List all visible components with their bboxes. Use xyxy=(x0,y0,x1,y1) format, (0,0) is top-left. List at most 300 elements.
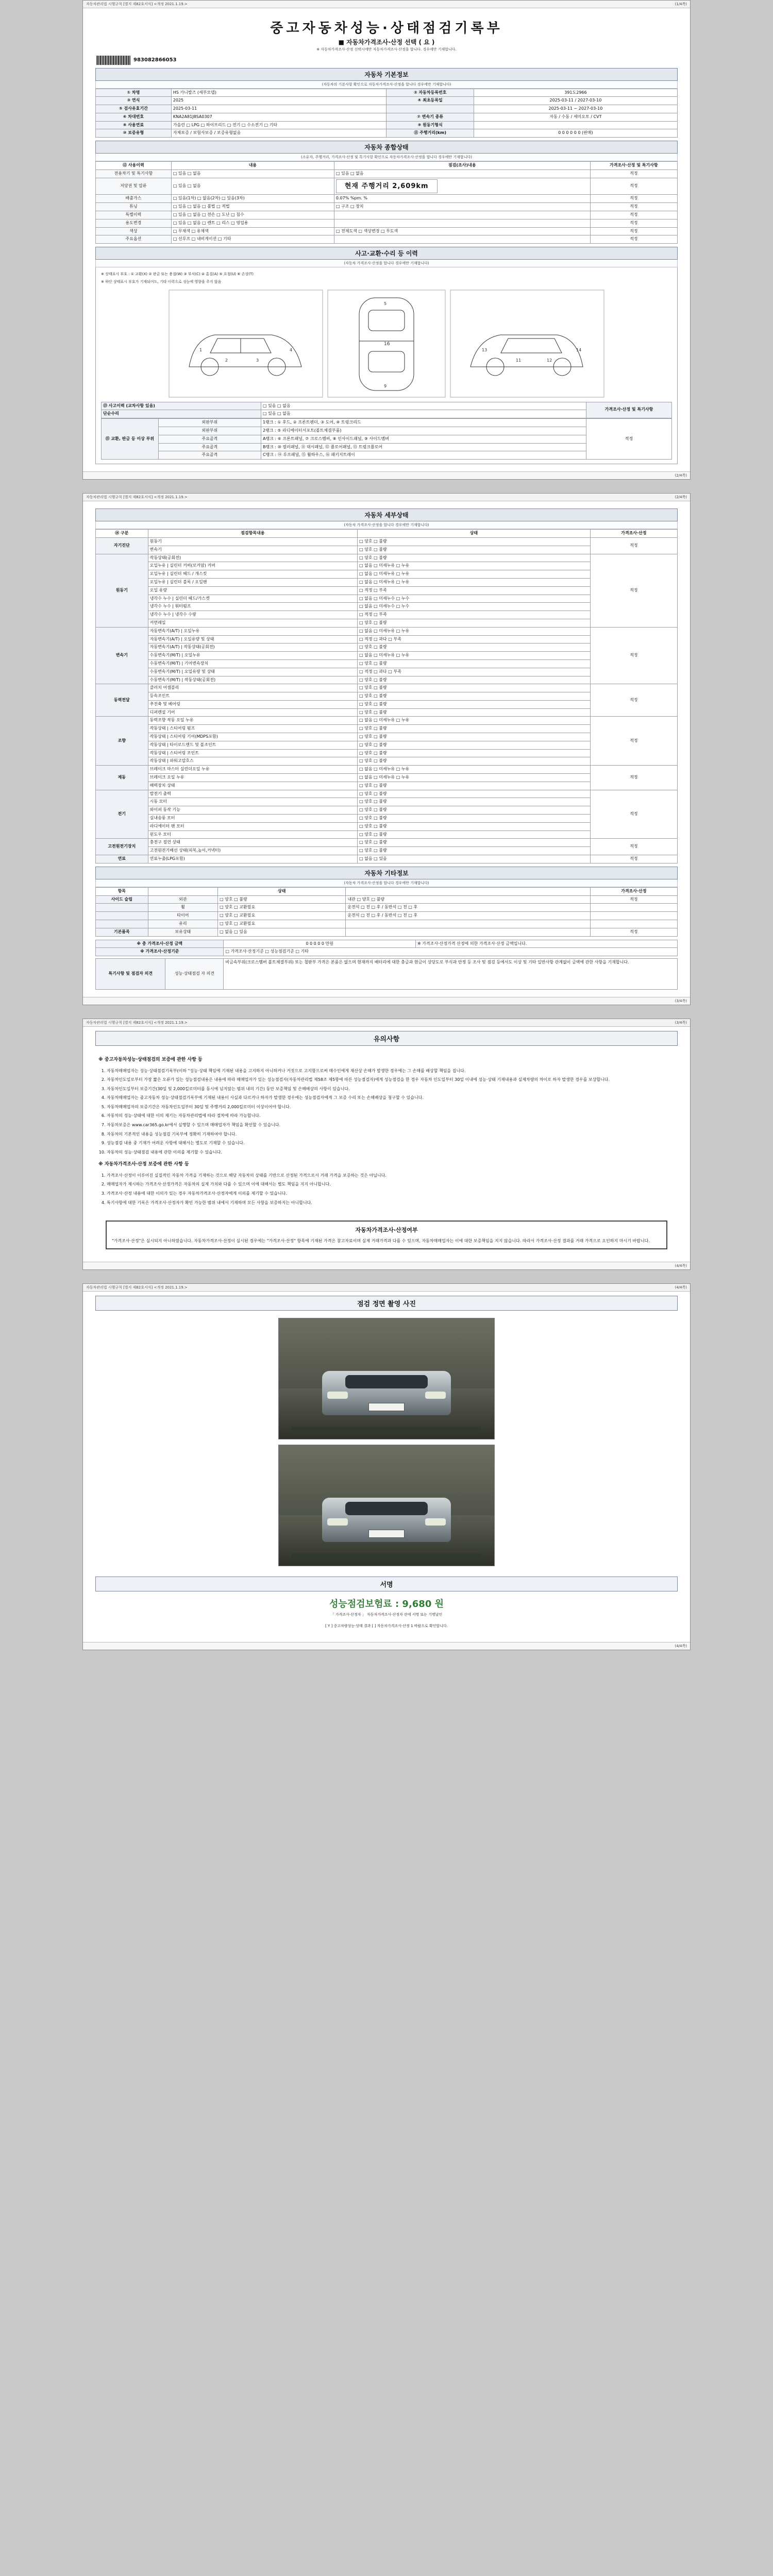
table-row xyxy=(96,235,678,244)
detail-col-1: 점검항목내용 xyxy=(148,530,357,538)
detail-note-4: 적정 xyxy=(590,717,677,766)
overall-item-6: 색상 xyxy=(96,227,172,235)
detail-state-5-2[interactable]: □ 양호 □ 불량 xyxy=(358,782,591,790)
car-diagram-wrap xyxy=(101,287,672,402)
page-number-top-4: (4/4쪽) xyxy=(675,1285,687,1290)
overall-note-3: 적정 xyxy=(590,203,677,211)
table-row xyxy=(96,948,678,956)
price-total-table xyxy=(95,940,678,957)
detail-state-1-1[interactable]: □ 없음 □ 미세누유 □ 누유 xyxy=(358,562,591,570)
detail-item-5-2: 배력장치 상태 xyxy=(148,782,357,790)
detail-item-6-1: 시동 모터 xyxy=(148,798,357,806)
detail-item-3-3: 디퍼렌셜 기어 xyxy=(148,708,357,717)
basic-value-4: 가솔린 □ LPG □ 하이브리드 □ 전기 □ 수소전기 □ 기타 xyxy=(171,121,386,129)
detail-state-4-0[interactable]: □ 없음 □ 미세누유 □ 누유 xyxy=(358,717,591,725)
table-row xyxy=(96,855,678,863)
inspection-photo-front[interactable] xyxy=(278,1318,495,1439)
table-row xyxy=(96,219,678,227)
detail-item-2-3: 수동변속기(M/T) | 오일누유 xyxy=(148,652,357,660)
diagram-legend-1: ※ 상태표시 부호 : ① 교환(X) ② 판금 또는 용접(W) ③ 부식(C) ④ 흠집(A) ⑤ 요철(U) ⑥ 손상(T) xyxy=(101,272,254,277)
table-row xyxy=(96,940,678,948)
frame-main-item-1[interactable]: B랭크 : ⑩ 필러패널, ⑪ 대시패널, ⑫ 플로어패널, ⑬ 트렁크플로어 xyxy=(261,443,586,451)
overall-state-6[interactable]: □ 무채색 □ 유채색 xyxy=(171,227,334,235)
detail-col-0: ⑭ 구분 xyxy=(96,530,148,538)
detail-item-1-4: 오일 유량 xyxy=(148,586,357,595)
table-row xyxy=(96,170,678,178)
overall-check-0[interactable]: □ 있음 □ 없음 xyxy=(334,170,590,178)
overall-item-4: 특별이력 xyxy=(96,211,172,219)
overall-item-7: 주요옵션 xyxy=(96,235,172,244)
frame-outer-label: 외판부위 xyxy=(158,419,261,427)
etc-item-3: 유리 xyxy=(148,920,217,928)
page-footer-3 xyxy=(83,1262,690,1269)
basic-value-0: HS 카니발즈 (세부모델) xyxy=(171,89,386,97)
svg-text:3: 3 xyxy=(256,358,259,363)
table-row xyxy=(96,178,678,195)
photo-taillamp-left xyxy=(327,1518,348,1526)
etc-item-2: 타이어 xyxy=(148,912,217,920)
detail-state-2-0[interactable]: □ 없음 □ 미세누유 □ 누유 xyxy=(358,627,591,635)
detail-item-8-0: 연료누출(LPG포함) xyxy=(148,855,357,863)
detail-item-1-6: 냉각수 누수 | 워터펌프 xyxy=(148,603,357,611)
detail-item-1-3: 오일누유 | 실린더 블록 / 오일팬 xyxy=(148,578,357,586)
signature-footer-2: [ Y ] 중고차량성능·상태 결과 [ ] 자동차가격조사·산정 1 바랍으로 확인합니다. xyxy=(325,1624,448,1629)
svg-text:11: 11 xyxy=(516,358,522,363)
detail-state-6-4[interactable]: □ 양호 □ 불량 xyxy=(358,822,591,831)
table-row xyxy=(96,920,678,928)
detail-state-1-2[interactable]: □ 없음 □ 미세누유 □ 누유 xyxy=(358,570,591,579)
notice-title: 유의사항 xyxy=(95,1031,678,1046)
page-title-note: ※ 자동차가격조사·산정 선택시에만 자동차가격조사·산정을 합니다. 경우에만 기재합니다. xyxy=(316,47,457,52)
svg-text:13: 13 xyxy=(482,347,488,352)
detail-note-2: 적정 xyxy=(590,627,677,684)
overall-state-table xyxy=(95,161,678,244)
photo-license-plate xyxy=(368,1403,405,1411)
table-row xyxy=(96,89,678,97)
photo-lift xyxy=(292,1427,481,1432)
detail-state-2-5[interactable]: □ 적정 □ 과다 □ 부족 xyxy=(358,668,591,676)
accident-result-value-1[interactable]: □ 있음 □ 없음 xyxy=(261,410,586,418)
table-row xyxy=(96,227,678,235)
etc-group-0: 사이드 슬립 xyxy=(96,895,148,904)
notice-item-1-7: 8. 자동차의 기본적인 내용을 성능점검 기록부에 정확히 기재하여야 합니다. xyxy=(107,1131,675,1138)
detail-state-1-3[interactable]: □ 없음 □ 미세누유 □ 누유 xyxy=(358,578,591,586)
table-row xyxy=(96,928,678,936)
detail-state-3-0[interactable]: □ 양호 □ 불량 xyxy=(358,684,591,692)
detail-state-2-2[interactable]: □ 양호 □ 불량 xyxy=(358,643,591,652)
barcode-icon xyxy=(96,56,130,65)
memo-label: 특기사항 및 점검자 의견 xyxy=(96,959,165,990)
table-row xyxy=(96,113,678,121)
overall-check-3[interactable]: □ 구조 □ 장치 xyxy=(334,203,590,211)
basic-label-1: ③ 연식 xyxy=(96,97,172,105)
page-number-top-3: (3/4쪽) xyxy=(675,1021,687,1025)
frame-main-label-0: 주요골격 xyxy=(158,435,261,443)
detail-state-1-4[interactable]: □ 적정 □ 부족 xyxy=(358,586,591,595)
table-row xyxy=(96,790,678,798)
table-row xyxy=(102,402,672,410)
etc-col-2: 상태 xyxy=(218,887,346,895)
detail-state-8-0[interactable]: □ 없음 □ 있음 xyxy=(358,855,591,863)
detail-state-4-5[interactable]: □ 양호 □ 불량 xyxy=(358,757,591,766)
table-row xyxy=(96,211,678,219)
detail-state-0-1[interactable]: □ 양호 □ 불량 xyxy=(358,546,591,554)
detail-state-6-1[interactable]: □ 양호 □ 불량 xyxy=(358,798,591,806)
detail-item-7-0: 충전구 절연 상태 xyxy=(148,839,357,847)
notice-sub-2: ※ 자동차가격조사·산정 보증에 관한 사항 등 xyxy=(98,1162,189,1167)
etc-note-2 xyxy=(590,912,677,920)
section-overall-note: (소유자, 주행거리, 가격조사·산정 및 특기사항 확인으로 자동차가격조사·산정을 합니다 경우에만 기재합니다) xyxy=(95,154,678,161)
svg-text:1: 1 xyxy=(199,347,203,352)
detail-item-6-0: 발전기 출력 xyxy=(148,790,357,798)
svg-text:14: 14 xyxy=(576,347,582,352)
photo-license-plate-2 xyxy=(368,1530,405,1538)
photo-taillamp-right xyxy=(425,1518,446,1526)
car-side-left-diagram[interactable] xyxy=(169,290,323,398)
etc-note-0: 적정 xyxy=(590,895,677,904)
detail-state-6-5[interactable]: □ 양호 □ 불량 xyxy=(358,831,591,839)
overall-state-0[interactable]: □ 있음 □ 없음 xyxy=(171,170,334,178)
table-row xyxy=(96,912,678,920)
detail-state-5-0[interactable]: □ 없음 □ 미세누유 □ 누유 xyxy=(358,766,591,774)
detail-group-5: 제동 xyxy=(96,766,148,790)
page-footer-2 xyxy=(83,997,690,1005)
basic-value-0b: 391도2966 xyxy=(474,89,677,97)
section-basic-info: 자동차 기본정보 xyxy=(95,68,678,81)
overall-state-1[interactable]: □ 있음 □ 없음 xyxy=(171,178,334,195)
photo-headlamp-right xyxy=(425,1392,446,1399)
basic-label-4: ⑧ 사용연료 xyxy=(96,121,172,129)
section-basic-note: (자동차의 기본사항 확인으로 자동차가격조사·산정을 합니다 경우에만 기재합니다) xyxy=(95,81,678,89)
detail-item-2-0: 자동변속기(A/T) | 오일누유 xyxy=(148,627,357,635)
svg-text:9: 9 xyxy=(384,383,387,388)
notice-item-2-2: 3. 가격조사·산정 내용에 대한 이의가 있는 경우 자동차가격조사·산정자에게 이의를 제기할 수 있습니다. xyxy=(107,1190,675,1197)
detail-col-2: 상태 xyxy=(358,530,591,538)
detail-state-4-1[interactable]: □ 양호 □ 불량 xyxy=(358,725,591,733)
price-checks[interactable]: □ 가격조사·산정기준 □ 성능점검기준 □ 기타 xyxy=(224,948,678,956)
table-row xyxy=(96,904,678,912)
etc-state-2[interactable]: □ 양호 □ 교환필요 xyxy=(218,912,346,920)
overall-note-1: 적정 xyxy=(590,178,677,195)
basic-value-5: 자체보증 / 보험사보증 / 보증유형없음 xyxy=(171,129,386,138)
detail-state-4-4[interactable]: □ 양호 □ 불량 xyxy=(358,749,591,757)
detail-state-6-0[interactable]: □ 양호 □ 불량 xyxy=(358,790,591,798)
page-header-4 xyxy=(83,1284,690,1292)
etc-item-4: 보유상태 xyxy=(148,928,217,936)
price-checks-label: ※ 가격조사·산정기준 xyxy=(96,948,224,956)
overall-state-5[interactable]: □ 있음 □ 없음 □ 렌트 □ 리스 □ 영업용 xyxy=(171,219,334,227)
etc-col-0: 항목 xyxy=(96,887,148,895)
detail-state-3-1[interactable]: □ 양호 □ 불량 xyxy=(358,692,591,701)
etc-extra-4[interactable] xyxy=(346,928,590,936)
detail-state-1-6[interactable]: □ 없음 □ 미세누수 □ 누수 xyxy=(358,603,591,611)
section-etc-note: (자동차 가격조사·산정을 합니다 경우에만 기재합니다) xyxy=(95,879,678,887)
detail-item-4-1: 작동상태 | 스티어링 펌프 xyxy=(148,725,357,733)
table-row xyxy=(96,97,678,105)
detail-group-4: 조향 xyxy=(96,717,148,766)
basic-label-5b: ⑪ 주행거리(km) xyxy=(386,129,474,138)
basic-value-5b: 0 0 0 0 0 0 (판매) xyxy=(474,129,677,138)
form-legal-ref: 자동차관리법 시행규칙 [별지 제82호서식] <개정 2021.1.19.> xyxy=(86,2,188,6)
overall-check-6[interactable]: □ 전체도색 □ 색상변경 □ 무도색 xyxy=(334,227,590,235)
etc-extra-1[interactable]: 운전석 □ 전 □ 후 / 동반석 □ 전 □ 후 xyxy=(346,904,590,912)
detail-item-4-5: 작동상태 | 파워고압호스 xyxy=(148,757,357,766)
table-row xyxy=(96,959,678,990)
detail-state-6-3[interactable]: □ 양호 □ 불량 xyxy=(358,815,591,823)
page-header-3 xyxy=(83,1019,690,1027)
basic-value-2: 2025-03-11 xyxy=(171,105,386,113)
photo-section-title: 점검 정면 촬영 사진 xyxy=(95,1296,678,1311)
overall-item-0: 전용차기 및 특기사항 xyxy=(96,170,172,178)
etc-state-0[interactable]: □ 양호 □ 불량 xyxy=(218,895,346,904)
etc-extra-0[interactable]: 내관 □ 양호 □ 불량 xyxy=(346,895,590,904)
overall-state-3[interactable]: □ 있음 □ 없음 □ 불법 □ 적법 xyxy=(171,203,334,211)
document-page-2 xyxy=(82,493,691,1005)
notice-list-1 xyxy=(107,1067,675,1156)
detail-item-3-1: 등속조인트 xyxy=(148,692,357,701)
detail-state-table xyxy=(95,529,678,863)
page-subtitle: ■ 자동차가격조사·산정 선택 ( 요 ) xyxy=(338,39,435,46)
overall-item-2: 배출가스 xyxy=(96,195,172,203)
table-row xyxy=(96,766,678,774)
notice-body xyxy=(95,1046,678,1215)
notice-item-1-2: 3. 자동차인도일부터 보증기간(30일 및 2,000킬로미터를 동시에 넘지않는 범위 내의 기간) 동안 보증책임 및 손해배상의 사항이 있습니다. xyxy=(107,1086,675,1093)
detail-item-3-2: 추진축 및 베어링 xyxy=(148,700,357,708)
detail-state-5-1[interactable]: □ 없음 □ 미세누유 □ 누유 xyxy=(358,774,591,782)
notice-item-2-1: 2. 매매업자가 제시하는 가격조사·산정가격은 자동차의 실제 가치와 다를 수 있으며 이에 대해서는 별도 책임을 지지 아니합니다. xyxy=(107,1181,675,1188)
photo-headlamp-left xyxy=(327,1392,348,1399)
table-row xyxy=(96,895,678,904)
form-legal-ref-3: 자동차관리법 시행규칙 [별지 제82호서식] <개정 2021.1.19.> xyxy=(86,1021,188,1025)
overall-note-0: 적정 xyxy=(590,170,677,178)
inspection-photo-rear[interactable] xyxy=(278,1445,495,1566)
page-title: 중고자동차성능·상태점검기록부 xyxy=(270,21,503,36)
detail-state-4-2[interactable]: □ 양호 □ 불량 xyxy=(358,733,591,741)
detail-state-2-3[interactable]: □ 없음 □ 미세누유 □ 누유 xyxy=(358,652,591,660)
notice-item-2-3: 4. 특기사항에 대한 기록은 가격조사·산정자가 확인 가능한 범위 내에서 기재하며 모든 사항을 보증하지는 아니합니다. xyxy=(107,1199,675,1207)
page-footer-1 xyxy=(83,471,690,479)
detail-note-7: 적정 xyxy=(590,839,677,855)
table-row xyxy=(96,129,678,138)
etc-col-3 xyxy=(346,887,590,895)
overall-item-3: 튜닝 xyxy=(96,203,172,211)
frame-main-item-2[interactable]: C랭크 : ⑭ 루프패널, ⑮ 휠하우스, ⑯ 패키지트레이 xyxy=(261,451,586,460)
basic-label-3: ⑥ 차대번호 xyxy=(96,113,172,121)
document-page-1 xyxy=(82,0,691,480)
detail-group-1: 원동기 xyxy=(96,554,148,627)
detail-state-7-0[interactable]: □ 양호 □ 불량 xyxy=(358,839,591,847)
svg-text:4: 4 xyxy=(290,347,293,352)
svg-text:16: 16 xyxy=(384,341,390,347)
form-legal-ref-2: 자동차관리법 시행규칙 [별지 제82호서식] <개정 2021.1.19.> xyxy=(86,495,188,500)
detail-item-4-2: 작동상태 | 스티어링 기어(MDPS포함) xyxy=(148,733,357,741)
basic-value-4b xyxy=(474,121,677,129)
document-page-3 xyxy=(82,1019,691,1270)
table-row xyxy=(96,839,678,847)
overall-state-4[interactable]: □ 있음 □ 없음 □ 전손 □ 도난 □ 침수 xyxy=(171,211,334,219)
section-detail-note: (자동차 가격조사·산정을 합니다 경우에만 기재합니다) xyxy=(95,521,678,529)
table-row xyxy=(96,195,678,203)
frame-outer-item-1[interactable]: 2랭크 : ⑤ 라디에이터서포트(볼트체결부품) xyxy=(261,427,586,435)
detail-state-1-7[interactable]: □ 적정 □ 부족 xyxy=(358,611,591,619)
detail-note-5: 적정 xyxy=(590,766,677,790)
inspection-fee: 성능점검보험료 : 9,680 원 xyxy=(329,1599,444,1610)
detail-state-1-0[interactable]: □ 양호 □ 불량 xyxy=(358,554,591,562)
price-warning-title: 자동차가격조사·산정여부 xyxy=(355,1227,418,1234)
memo-sublabel: 성능·상태점검 자 의견 xyxy=(165,959,224,990)
overall-item-1: 저당권 및 압류 xyxy=(96,178,172,195)
detail-item-6-3: 실내송풍 모터 xyxy=(148,815,357,823)
notice-item-1-0: 1. 자동차매매업자는 성능·상태점검기록부(이하 "성능·상태 책임에 기재된 내용을 고지하지 아니하거나 거짓으로 고지함으로써 매수인에게 재산상 손해가 발생한 경우에는 그 손해를 배상할 책임을 집니다. xyxy=(107,1067,675,1075)
detail-state-3-3[interactable]: □ 양호 □ 불량 xyxy=(358,708,591,717)
basic-value-1: 2025 xyxy=(171,97,386,105)
damage-diagram xyxy=(95,267,678,464)
detail-state-6-2[interactable]: □ 양호 □ 불량 xyxy=(358,806,591,815)
table-row xyxy=(96,537,678,546)
detail-item-2-6: 수동변속기(M/T) | 작동상태(공회전) xyxy=(148,676,357,684)
form-legal-ref-4: 자동차관리법 시행규칙 [별지 제82호서식] <개정 2021.1.19.> xyxy=(86,1285,188,1290)
overall-mileage-cell xyxy=(334,178,590,195)
frame-rank-table xyxy=(101,418,672,460)
photo-car-body-2 xyxy=(322,1498,451,1542)
price-note: ※ 가격조사·산정가격 산정에 의한 가격조사·산정 금액입니다. xyxy=(415,940,677,948)
etc-item-1: 휠 xyxy=(148,904,217,912)
accident-result-value-0[interactable]: □ 있음 □ 없음 xyxy=(261,402,586,410)
table-row xyxy=(96,717,678,725)
page-number-bottom-4: (4/4쪽) xyxy=(675,1644,687,1649)
page-number-bottom-1: (2/4쪽) xyxy=(675,473,687,478)
basic-label-3b: ⑦ 변속기 종류 xyxy=(386,113,474,121)
etc-group-3 xyxy=(96,920,148,928)
etc-extra-3[interactable] xyxy=(346,920,590,928)
detail-item-4-0: 동력조향 작동 오일 누유 xyxy=(148,717,357,725)
table-row xyxy=(96,627,678,635)
frame-outer-label-2: 외판부위 xyxy=(158,427,261,435)
overall-note-6: 적정 xyxy=(590,227,677,235)
overall-note-5: 적정 xyxy=(590,219,677,227)
car-top-diagram[interactable] xyxy=(327,290,446,398)
detail-item-2-1: 자동변속기(A/T) | 오일유량 및 상태 xyxy=(148,635,357,643)
section-detail-state: 자동차 세부상태 xyxy=(95,509,678,521)
etc-group-4: 기본품목 xyxy=(96,928,148,936)
section-accident-note: (자동차 가격조사·산정을 합니다 경우에만 기재합니다) xyxy=(95,260,678,267)
etc-state-1[interactable]: □ 양호 □ 교환필요 xyxy=(218,904,346,912)
detail-state-1-8[interactable]: □ 양호 □ 불량 xyxy=(358,619,591,627)
frame-main-item-0[interactable]: A랭크 : ⑥ 프론트패널, ⑦ 크로스멤버, ⑧ 인사이드패널, ⑨ 사이드멤버 xyxy=(261,435,586,443)
etc-state-4[interactable]: □ 없음 □ 있음 xyxy=(218,928,346,936)
detail-note-1: 적정 xyxy=(590,554,677,627)
basic-label-1b: ④ 최초등록일 xyxy=(386,97,474,105)
etc-group-2 xyxy=(96,912,148,920)
detail-group-6: 전기 xyxy=(96,790,148,839)
overall-note-2: 적정 xyxy=(590,195,677,203)
barcode-row xyxy=(96,56,678,65)
frame-outer-item-0[interactable]: 1랭크 : ① 후드, ② 프론트펜더, ③ 도어, ④ 트렁크리드 xyxy=(261,419,586,427)
detail-state-2-1[interactable]: □ 적정 □ 과다 □ 부족 xyxy=(358,635,591,643)
detail-item-1-2: 오일누유 | 실린더 헤드 / 개스킷 xyxy=(148,570,357,579)
notice-list-2 xyxy=(107,1172,675,1206)
detail-item-3-0: 클러치 어셈블리 xyxy=(148,684,357,692)
detail-state-2-4[interactable]: □ 양호 □ 불량 xyxy=(358,659,591,668)
table-header-row xyxy=(96,162,678,170)
car-side-right-diagram[interactable] xyxy=(450,290,604,398)
detail-item-6-5: 윈도우 모터 xyxy=(148,831,357,839)
overall-col-2: 점검(조사)내용 xyxy=(334,162,590,170)
signature-footer-1: 「 가격조사·산정자 」 자동차가격조사·산정자 란에 서명 또는 기명날인 xyxy=(330,1613,443,1617)
detail-state-3-2[interactable]: □ 양호 □ 불량 xyxy=(358,700,591,708)
frame-group-label: ⑮ 교환, 판금 등 이상 부위 xyxy=(102,419,159,460)
barcode-number: 983082866053 xyxy=(133,57,177,63)
detail-state-0-0[interactable]: □ 양호 □ 불량 xyxy=(358,537,591,546)
section-overall-state: 자동차 종합상태 xyxy=(95,141,678,154)
detail-state-7-1[interactable]: □ 양호 □ 불량 xyxy=(358,847,591,855)
photo-grid xyxy=(95,1311,678,1573)
photo-car-body xyxy=(322,1371,451,1415)
basic-label-2b xyxy=(386,105,474,113)
detail-group-0: 자기진단 xyxy=(96,537,148,554)
price-warning-box xyxy=(106,1221,667,1249)
overall-check-4[interactable] xyxy=(334,211,590,219)
basic-value-2b: 2025-03-11 ~ 2027-03-10 xyxy=(474,105,677,113)
page-number-bottom-2: (3/4쪽) xyxy=(675,999,687,1004)
overall-check-7[interactable] xyxy=(334,235,590,244)
overall-item-5: 용도변경 xyxy=(96,219,172,227)
etc-extra-2[interactable]: 운전석 □ 전 □ 후 / 동반석 □ 전 □ 후 xyxy=(346,912,590,920)
detail-state-4-3[interactable]: □ 양호 □ 불량 xyxy=(358,741,591,749)
basic-label-0: ① 차명 xyxy=(96,89,172,97)
memo-text[interactable]: 비금속부위(크로스멤버 볼트체결부위) 또는 철판부 가격은 본품은 없으며 현재까지 배터리에 대한 충금과 현금이 상당도로 부식과 안정 등 조사 및 점검 등에서도 이상 및 기타 일반사항 관계없이 금액에 관한 사항을 기재합니다. xyxy=(224,959,678,990)
etc-col-4: 가격조사·산정 xyxy=(590,887,677,895)
detail-item-2-2: 자동변속기(A/T) | 작동상태(공회전) xyxy=(148,643,357,652)
notice-item-2-0: 1. 가격조사·산정이 이루어진 실질적인 자동차 가격을 기재하는 것으로 해당 자동차의 상태를 기반으로 산정된 가격으로서 거래 가격을 보증하는 것은 아닙니다. xyxy=(107,1172,675,1179)
detail-item-0-1: 변속기 xyxy=(148,546,357,554)
table-row xyxy=(102,419,672,427)
detail-item-5-0: 브레이크 마스터 실린더오일 누유 xyxy=(148,766,357,774)
etc-item-0: 외관 xyxy=(148,895,217,904)
etc-state-3[interactable]: □ 양호 □ 교환필요 xyxy=(218,920,346,928)
price-warning-text: "가격조사·산정"은 실시되지 아니하였습니다. 자동차가격조사·산정이 실시된 경우에는 "가격조사·산정" 항목에 기재된 가격은 참고자료이며 실제 거래가격과 다를 수 있으며, 자동차매매업자는 이에 대한 보증책임을 지지 않습니다. 따라서 가격조사·산정 결과를 거래 가격으로 오인하지 마시기 바랍니다. xyxy=(112,1238,650,1243)
detail-item-7-1: 고전원전기배선 상태(피복,높이,커넥터) xyxy=(148,847,357,855)
accident-result-label-0: ⑬ 사고이력 (교차사항 있음) xyxy=(102,402,261,410)
overall-check-2[interactable]: 0.07% %pm. % xyxy=(334,195,590,203)
photo-windshield xyxy=(345,1375,428,1388)
notice-item-1-1: 2. 자동차인도일로부터 가장 짧은 오류가 있는 성능점검내용은 내용에 따라 매매업자가 있는 성능점검자(자동차관리법 제58조 제5항에 따른 성능점검자)에게 성능점검을 한 경우 자동차 인도일부터 30일 이내에 성능·상태 기재내용과 실제차량의 차이로 하자 발생한 경우를 보상합니다. xyxy=(107,1076,675,1083)
notice-item-1-4: 5. 자동차매매업자의 보증기간은 자동차인도일부터 30일 및 주행거리 2,000킬로미터 이상이어야 합니다. xyxy=(107,1104,675,1111)
detail-note-8: 적정 xyxy=(590,855,677,863)
detail-state-2-6[interactable]: □ 양호 □ 불량 xyxy=(358,676,591,684)
basic-label-5: ⑩ 보증유형 xyxy=(96,129,172,138)
notice-item-1-9: 10. 자동차의 성능·상태점검 내용에 관한 이의를 제기할 수 있습니다. xyxy=(107,1149,675,1156)
notice-sub-1: ※ 중고자동차성능·상태점검의 보증에 관한 사항 등 xyxy=(98,1057,203,1063)
overall-state-7[interactable]: □ 선루프 □ 내비게이션 □ 기타 xyxy=(171,235,334,244)
detail-item-1-0: 작동상태(공회전) xyxy=(148,554,357,562)
overall-state-2[interactable]: □ 있음(1차) □ 없음(2차) □ 있음(3차) xyxy=(171,195,334,203)
detail-state-1-5[interactable]: □ 없음 □ 미세누수 □ 누수 xyxy=(358,595,591,603)
frame-main-label-1: 주요골격 xyxy=(158,443,261,451)
notice-item-1-8: 9. 성능점검 내용 중 기재가 어려운 사항에 대해서는 별도로 기재할 수 있습니다. xyxy=(107,1140,675,1147)
notice-item-1-5: 6. 자동차의 성능·상태에 대한 이의 제기는 자동차관리법에 따라 절차에 따라 가능합니다. xyxy=(107,1112,675,1120)
basic-value-3b: 자동 / 수동 / 세미오토 / CVT xyxy=(474,113,677,121)
overall-check-5[interactable] xyxy=(334,219,590,227)
table-row xyxy=(96,684,678,692)
page-number-top-2: (2/4쪽) xyxy=(675,495,687,500)
detail-col-3: 가격조사·산정 xyxy=(590,530,677,538)
diagram-legend-2: ※ 하단 상태표시 부호가 기재되어도, 기타 이력으로 성능에 영향을 주지 않음 xyxy=(101,280,222,284)
detail-item-4-4: 작동상태 | 스티어링 조인트 xyxy=(148,749,357,757)
detail-item-5-1: 브레이크 오일 누유 xyxy=(148,774,357,782)
overall-col-1: 내용 xyxy=(171,162,334,170)
table-row xyxy=(96,554,678,562)
